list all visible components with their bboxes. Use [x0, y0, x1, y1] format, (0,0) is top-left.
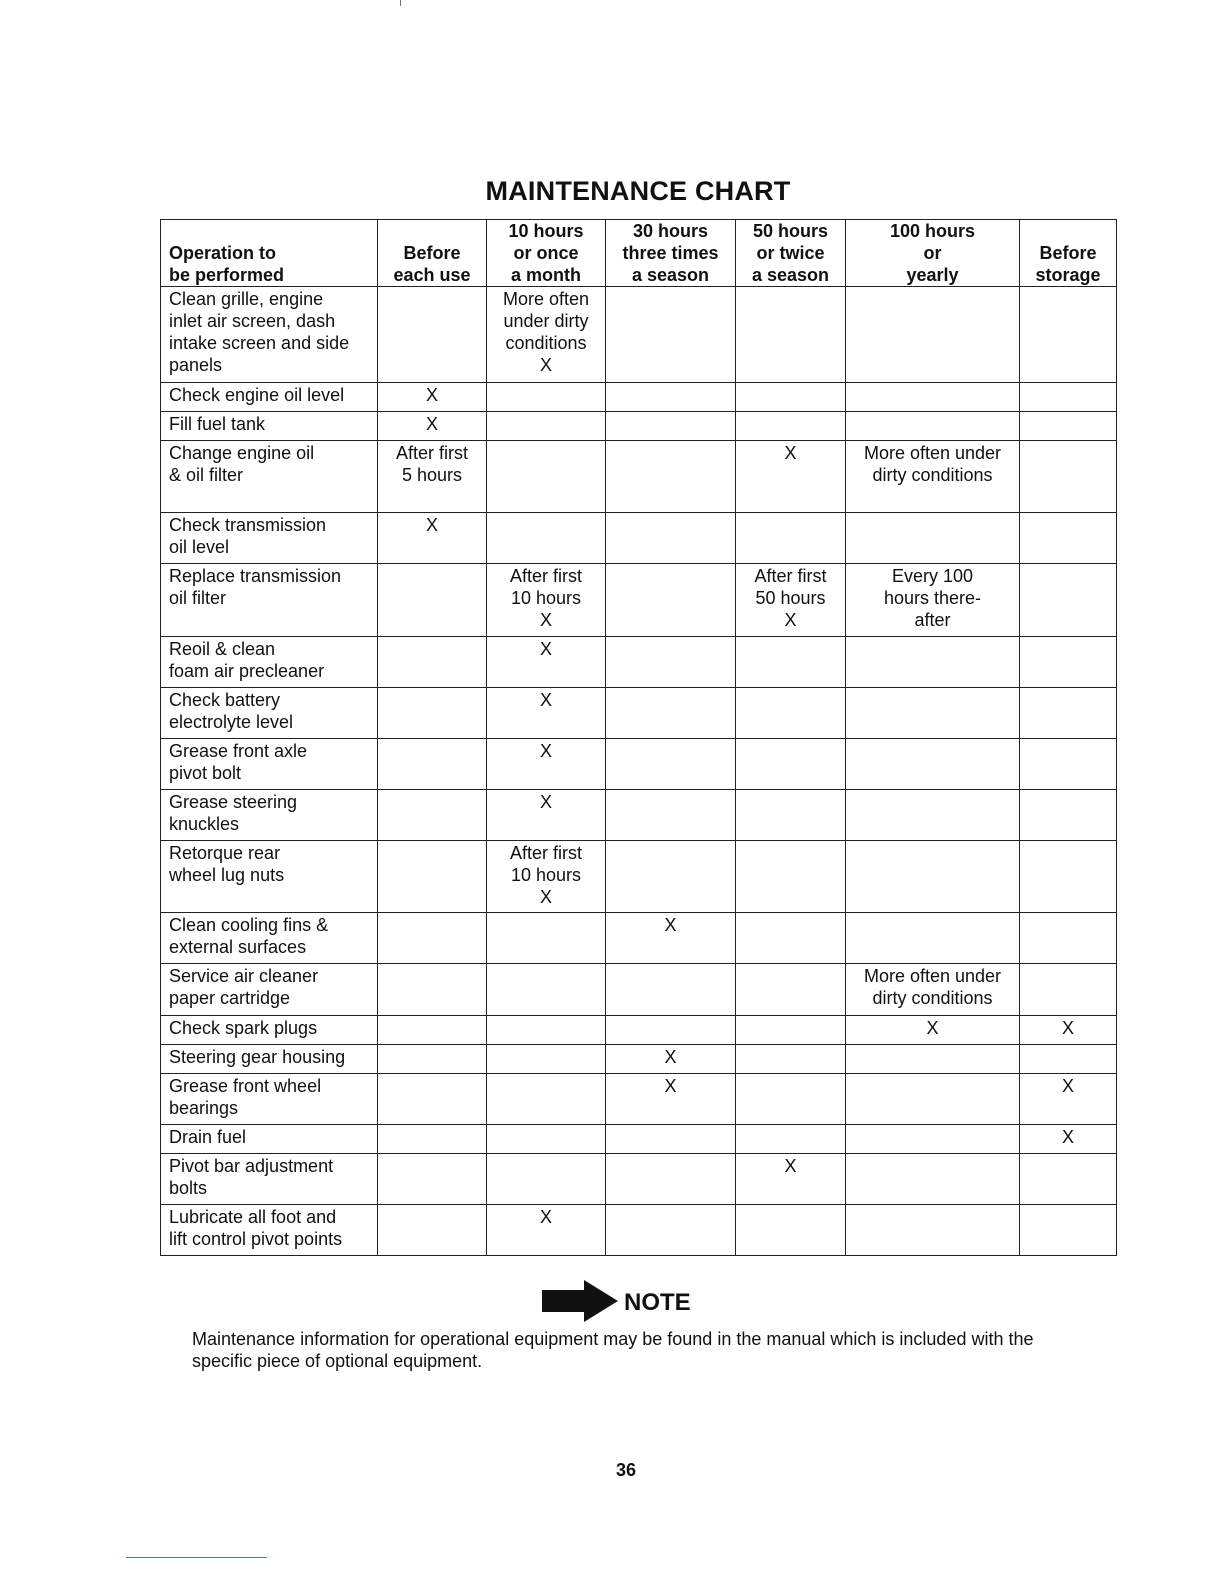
table-body — [161, 287, 1117, 1256]
h50-cell — [736, 383, 846, 412]
before-cell — [378, 688, 487, 739]
table-row — [161, 1205, 1117, 1256]
h100-cell — [846, 513, 1020, 564]
h100-cell: More often under dirty conditions — [846, 441, 1020, 513]
h10-cell — [487, 1154, 606, 1205]
before-cell — [378, 1016, 487, 1045]
table-row — [161, 564, 1117, 637]
h30-cell — [606, 564, 736, 637]
h30-cell — [606, 688, 736, 739]
h30-cell — [606, 383, 736, 412]
h30-cell — [606, 1125, 736, 1154]
table-row — [161, 412, 1117, 441]
h50-cell — [736, 513, 846, 564]
storage-cell — [1020, 383, 1117, 412]
h30-cell: X — [606, 913, 736, 964]
table-row — [161, 637, 1117, 688]
before-cell — [378, 1074, 487, 1125]
storage-cell — [1020, 739, 1117, 790]
note-text: Maintenance information for operational equipment may be found in the manual which is included with the specific piece of optional equipment. — [192, 1329, 1034, 1371]
h50-cell — [736, 913, 846, 964]
h10-cell — [487, 1125, 606, 1154]
footer-line — [126, 1557, 267, 1558]
operation-cell: Grease front wheel bearings — [161, 1074, 378, 1125]
header-100-hours: 100 hours or yearly — [846, 220, 1020, 287]
h10-cell: X — [487, 739, 606, 790]
storage-cell — [1020, 513, 1117, 564]
h100-cell: X — [846, 1016, 1020, 1045]
maintenance-table — [160, 219, 1117, 1256]
header-50-hours: 50 hours or twice a season — [736, 220, 846, 287]
before-cell — [378, 287, 487, 383]
header-before-storage: Before storage — [1020, 220, 1117, 287]
h100-cell — [846, 637, 1020, 688]
h30-cell: X — [606, 1074, 736, 1125]
before-cell — [378, 1154, 487, 1205]
operation-cell: Service air cleaner paper cartridge — [161, 964, 378, 1016]
h50-cell — [736, 637, 846, 688]
h100-cell — [846, 383, 1020, 412]
h10-cell — [487, 1045, 606, 1074]
h50-cell — [736, 287, 846, 383]
storage-cell — [1020, 564, 1117, 637]
storage-cell — [1020, 688, 1117, 739]
storage-cell — [1020, 1205, 1117, 1256]
before-cell: X — [378, 383, 487, 412]
before-cell: X — [378, 412, 487, 441]
note-heading — [540, 1278, 691, 1328]
h10-cell — [487, 383, 606, 412]
operation-cell: Check transmission oil level — [161, 513, 378, 564]
before-cell — [378, 1045, 487, 1074]
h30-cell — [606, 739, 736, 790]
h50-cell: After first 50 hours X — [736, 564, 846, 637]
h30-cell — [606, 790, 736, 841]
operation-cell: Fill fuel tank — [161, 412, 378, 441]
table-row — [161, 790, 1117, 841]
table-row — [161, 287, 1117, 383]
h30-cell — [606, 637, 736, 688]
table-row — [161, 1016, 1117, 1045]
h100-cell — [846, 913, 1020, 964]
storage-cell: X — [1020, 1074, 1117, 1125]
page-title: MAINTENANCE CHART — [485, 176, 791, 206]
h50-cell — [736, 739, 846, 790]
h10-cell — [487, 412, 606, 441]
storage-cell: X — [1020, 1016, 1117, 1045]
storage-cell — [1020, 913, 1117, 964]
h100-cell — [846, 1205, 1020, 1256]
table-header-row — [161, 220, 1117, 287]
storage-cell — [1020, 790, 1117, 841]
h50-cell: X — [736, 1154, 846, 1205]
h100-cell — [846, 1154, 1020, 1205]
before-cell — [378, 739, 487, 790]
table-row — [161, 964, 1117, 1016]
header-before-each-use: Before each use — [378, 220, 487, 287]
arrow-right-icon — [540, 1278, 620, 1329]
operation-cell: Reoil & clean foam air precleaner — [161, 637, 378, 688]
storage-cell — [1020, 964, 1117, 1016]
note-label: NOTE — [624, 1289, 691, 1316]
h50-cell — [736, 790, 846, 841]
table-row — [161, 441, 1117, 513]
h100-cell — [846, 1045, 1020, 1074]
before-cell — [378, 637, 487, 688]
h10-cell: X — [487, 790, 606, 841]
h100-cell — [846, 1125, 1020, 1154]
h50-cell — [736, 841, 846, 913]
h30-cell — [606, 1205, 736, 1256]
table-row — [161, 688, 1117, 739]
table-row — [161, 1045, 1117, 1074]
storage-cell — [1020, 841, 1117, 913]
page-number: 36 — [615, 1460, 637, 1480]
before-cell — [378, 564, 487, 637]
h100-cell — [846, 739, 1020, 790]
h100-cell: Every 100 hours there- after — [846, 564, 1020, 637]
before-cell: X — [378, 513, 487, 564]
h100-cell — [846, 841, 1020, 913]
h100-cell: More often under dirty conditions — [846, 964, 1020, 1016]
h30-cell — [606, 1154, 736, 1205]
h100-cell — [846, 412, 1020, 441]
table-row — [161, 513, 1117, 564]
operation-cell: Change engine oil & oil filter — [161, 441, 378, 513]
h50-cell — [736, 964, 846, 1016]
h10-cell — [487, 441, 606, 513]
before-cell — [378, 964, 487, 1016]
before-cell — [378, 790, 487, 841]
storage-cell — [1020, 1154, 1117, 1205]
h30-cell — [606, 513, 736, 564]
header-30-hours: 30 hours three times a season — [606, 220, 736, 287]
storage-cell — [1020, 441, 1117, 513]
header-10-hours: 10 hours or once a month — [487, 220, 606, 287]
operation-cell: Lubricate all foot and lift control pivot points — [161, 1205, 378, 1256]
h30-cell — [606, 287, 736, 383]
before-cell — [378, 1205, 487, 1256]
h30-cell — [606, 412, 736, 441]
operation-cell: Clean grille, engine inlet air screen, dash intake screen and side panels — [161, 287, 378, 383]
operation-cell: Pivot bar adjustment bolts — [161, 1154, 378, 1205]
table-row — [161, 383, 1117, 412]
h10-cell: After first 10 hours X — [487, 841, 606, 913]
header-operation: Operation to be performed — [161, 220, 378, 287]
operation-cell: Grease front axle pivot bolt — [161, 739, 378, 790]
operation-cell: Check battery electrolyte level — [161, 688, 378, 739]
before-cell — [378, 841, 487, 913]
before-cell — [378, 913, 487, 964]
h50-cell — [736, 1205, 846, 1256]
operation-cell: Steering gear housing — [161, 1045, 378, 1074]
operation-cell: Clean cooling fins & external surfaces — [161, 913, 378, 964]
h50-cell — [736, 1074, 846, 1125]
h10-cell: After first 10 hours X — [487, 564, 606, 637]
h10-cell — [487, 513, 606, 564]
h50-cell — [736, 688, 846, 739]
operation-cell: Drain fuel — [161, 1125, 378, 1154]
h10-cell — [487, 964, 606, 1016]
h10-cell — [487, 913, 606, 964]
h100-cell — [846, 1074, 1020, 1125]
h10-cell — [487, 1074, 606, 1125]
operation-cell: Check engine oil level — [161, 383, 378, 412]
h50-cell — [736, 1016, 846, 1045]
storage-cell — [1020, 637, 1117, 688]
operation-cell: Retorque rear wheel lug nuts — [161, 841, 378, 913]
h50-cell — [736, 412, 846, 441]
h30-cell — [606, 1016, 736, 1045]
h30-cell: X — [606, 1045, 736, 1074]
h100-cell — [846, 688, 1020, 739]
h100-cell — [846, 790, 1020, 841]
h30-cell — [606, 841, 736, 913]
storage-cell — [1020, 412, 1117, 441]
table-row — [161, 1125, 1117, 1154]
h10-cell: X — [487, 1205, 606, 1256]
table-row — [161, 1154, 1117, 1205]
h10-cell: X — [487, 688, 606, 739]
h100-cell — [846, 287, 1020, 383]
table-row — [161, 1074, 1117, 1125]
h30-cell — [606, 441, 736, 513]
before-cell: After first 5 hours — [378, 441, 487, 513]
table-row — [161, 913, 1117, 964]
h50-cell — [736, 1125, 846, 1154]
h50-cell: X — [736, 441, 846, 513]
storage-cell: X — [1020, 1125, 1117, 1154]
h10-cell: X — [487, 637, 606, 688]
storage-cell — [1020, 1045, 1117, 1074]
operation-cell: Replace transmission oil filter — [161, 564, 378, 637]
before-cell — [378, 1125, 487, 1154]
operation-cell: Grease steering knuckles — [161, 790, 378, 841]
operation-cell: Check spark plugs — [161, 1016, 378, 1045]
h10-cell: More often under dirty conditions X — [487, 287, 606, 383]
storage-cell — [1020, 287, 1117, 383]
h50-cell — [736, 1045, 846, 1074]
h10-cell — [487, 1016, 606, 1045]
table-row — [161, 841, 1117, 913]
h30-cell — [606, 964, 736, 1016]
table-row — [161, 739, 1117, 790]
scan-mark — [400, 0, 401, 6]
